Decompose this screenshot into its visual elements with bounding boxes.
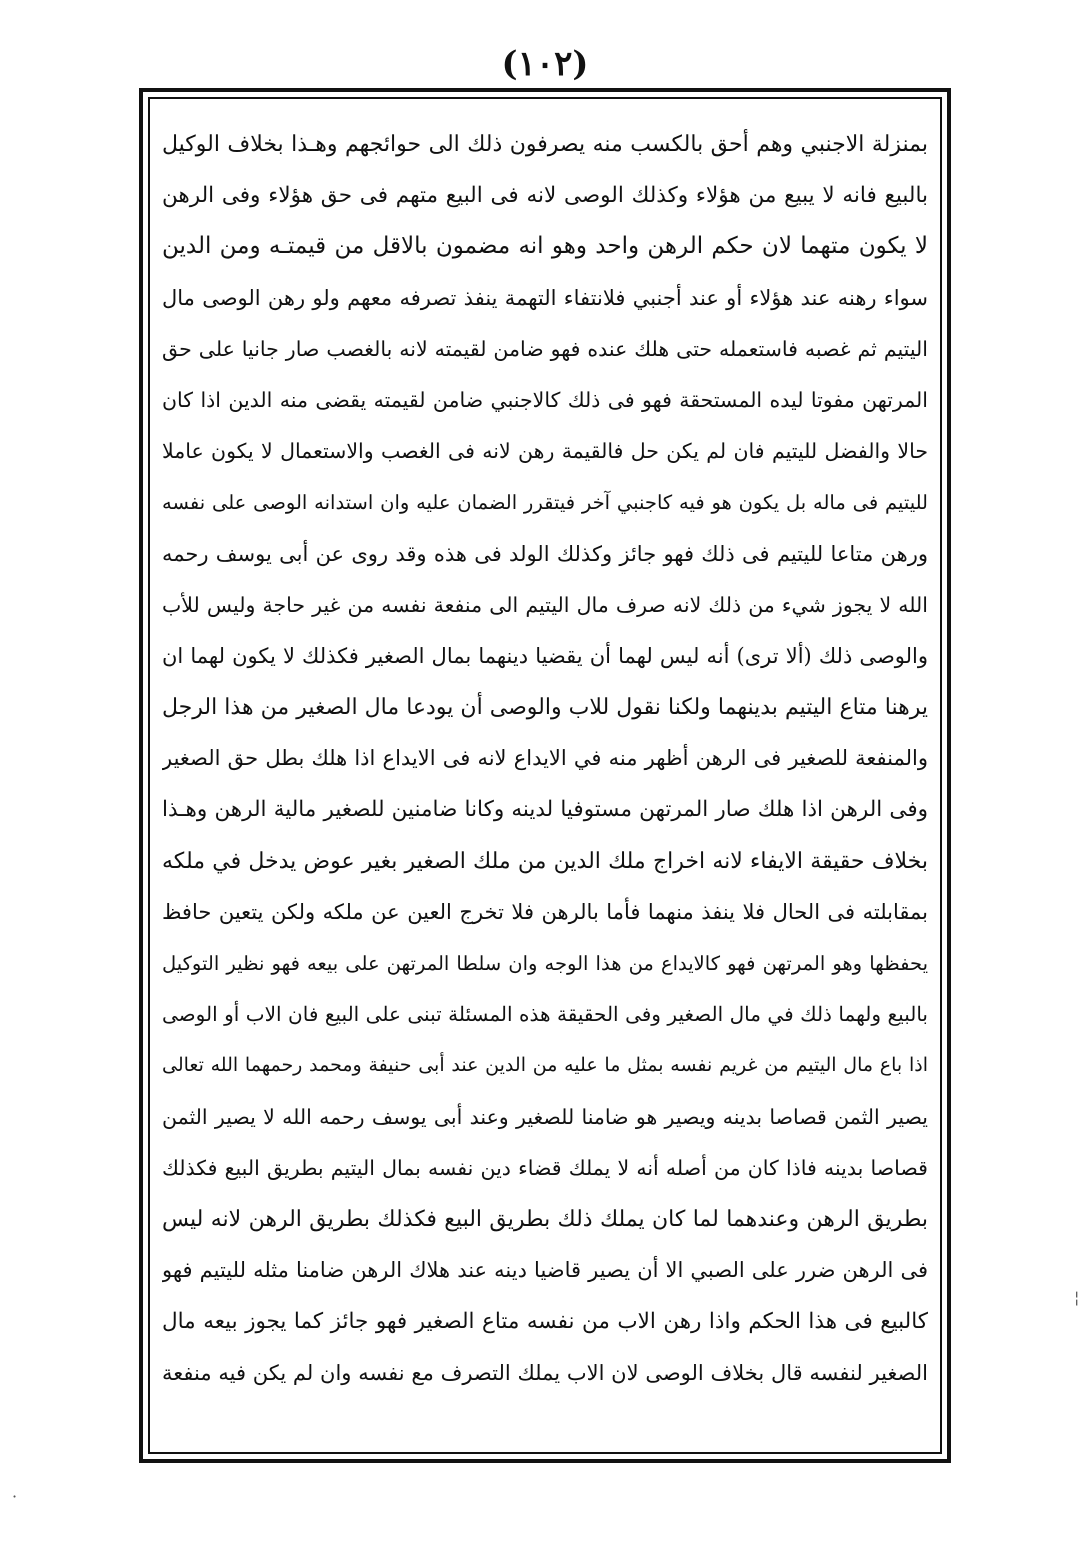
text-line: وفى الرهن اذا هلك صار المرتهن مستوفيا لدينه وكانا ضامنين للصغير مالية الرهن وهـذا (162, 797, 928, 823)
text-line: الله لا يجوز شيء من ذلك لانه صرف مال اليتيم الى منفعة نفسه من غير حاجة وليس للأب (162, 592, 928, 617)
text-line: بخلاف حقيقة الايفاء لانه اخراج ملك الدين من ملك الصغير بغير عوض يدخل في ملكه (162, 848, 928, 874)
text-line: اذا باع مال اليتيم من غريم نفسه بمثل ما عليه من الدين عند أبى حنيفة ومحمد رحمهما الله تعالى (162, 1054, 928, 1077)
text-line: والوصى ذلك (ألا ترى) أنه ليس لهما أن يقضيا دينهما بمال الصغير فكذلك لا يكون لهما ان (162, 643, 928, 668)
text-line: سواء رهنه عند هؤلاء أو عند أجنبي فلانتفاء التهمة ينفذ تصرفه معهم ولو رهن الوصى مال (162, 285, 928, 310)
text-line: بالبيع فانه لا يبيع من هؤلاء وكذلك الوصى لانه فى البيع متهم فى حق هؤلاء وفى الرهن (162, 183, 928, 209)
text-line: يحفظها وهو المرتهن فهو كالايداع من هذا الوجه وان سلطا المرتهن على بيعه فهو نظير التوكيل (162, 952, 928, 975)
text-line: بمقابلته فى الحال فلا ينفذ منهما فأما بالرهن فلا تخرج العين عن ملكه ولكن يتعين حافظ (162, 899, 928, 924)
text-line: ورهن متاعا لليتيم فى ذلك فهو جائز وكذلك الولد فى هذه وقد روى عن أبى يوسف رحمه (162, 541, 928, 566)
page-frame-inner (148, 97, 942, 1454)
text-line: حالا والفضل لليتيم فان لم يكن حل فالقيمة رهن لانه فى الغصب والاستعمال لا يكون عاملا (162, 439, 928, 464)
text-line: المرتهن مفوتا ليده المستحقة فهو فى ذلك كالاجنبي ضامن لقيمته يقضى منه الدين اذا كان (162, 387, 928, 412)
text-line: يصير الثمن قصاصا بدينه ويصير هو ضامنا للصغير وعند أبى يوسف رحمه الله لا يصير الثمن (162, 1104, 928, 1129)
text-line: قصاصا بدينه فاذا كان من أصله أنه لا يملك قضاء دين نفسه بمال اليتيم بطريق البيع فكذلك (162, 1155, 928, 1180)
text-line: فى الرهن ضرر على الصبي الا أن يصير قاضيا دينه عند هلاك الرهن ضامنا مثله لليتيم فهو (162, 1258, 928, 1283)
text-line: الصغير لنفسه قال بخلاف الوصى لان الاب يملك التصرف مع نفسه وان لم يكن فيه منفعة (162, 1360, 928, 1385)
text-line: بطريق الرهن وعندهما لما كان يملك ذلك بطريق البيع فكذلك بطريق الرهن لانه ليس (162, 1206, 928, 1232)
text-line: لا يكون متهما لان حكم الرهن واحد وهو انه مضمون بالاقل من قيمتـه ومن الدين (162, 233, 928, 260)
text-line: لليتيم فى ماله بل يكون هو فيه كاجنبي آخر فيتقرر الضمان عليه وان استدانه الوصى على نفسه (162, 491, 928, 515)
margin-dot: · (12, 1487, 18, 1506)
page-frame (139, 88, 951, 1463)
text-line: اليتيم ثم غصبه فاستعمله حتى هلك عنده فهو ضامن لقيمته لانه بالغصب صار جانيا على حق (162, 336, 928, 361)
text-line: بمنزلة الاجنبي وهم أحق بالكسب منه يصرفون ذلك الى حوائجهم وهـذا بخلاف الوكيل (162, 132, 928, 157)
page-number: (١٠٢) (501, 44, 589, 84)
text-line: بالبيع ولهما ذلك في مال الصغير وفى الحقيقة هذه المسئلة تبنى على البيع فان الاب أو الوصى (162, 1002, 928, 1027)
margin-mark: ¦ (1074, 1288, 1080, 1307)
text-body (162, 119, 928, 1399)
text-line: يرهنا متاع اليتيم بدينهما ولكنا نقول للاب والوصى أن يودعا مال الصغير من هذا الرجل (162, 695, 928, 721)
text-line: كالبيع فى هذا الحكم واذا رهن الاب من نفسه متاع الصغير فهو جائز كما يجوز بيعه مال (162, 1309, 928, 1335)
text-line: والمنفعة للصغير فى الرهن أظهر منه في الايداع لانه فى الايداع اذا هلك بطل حق الصغير (162, 746, 928, 771)
